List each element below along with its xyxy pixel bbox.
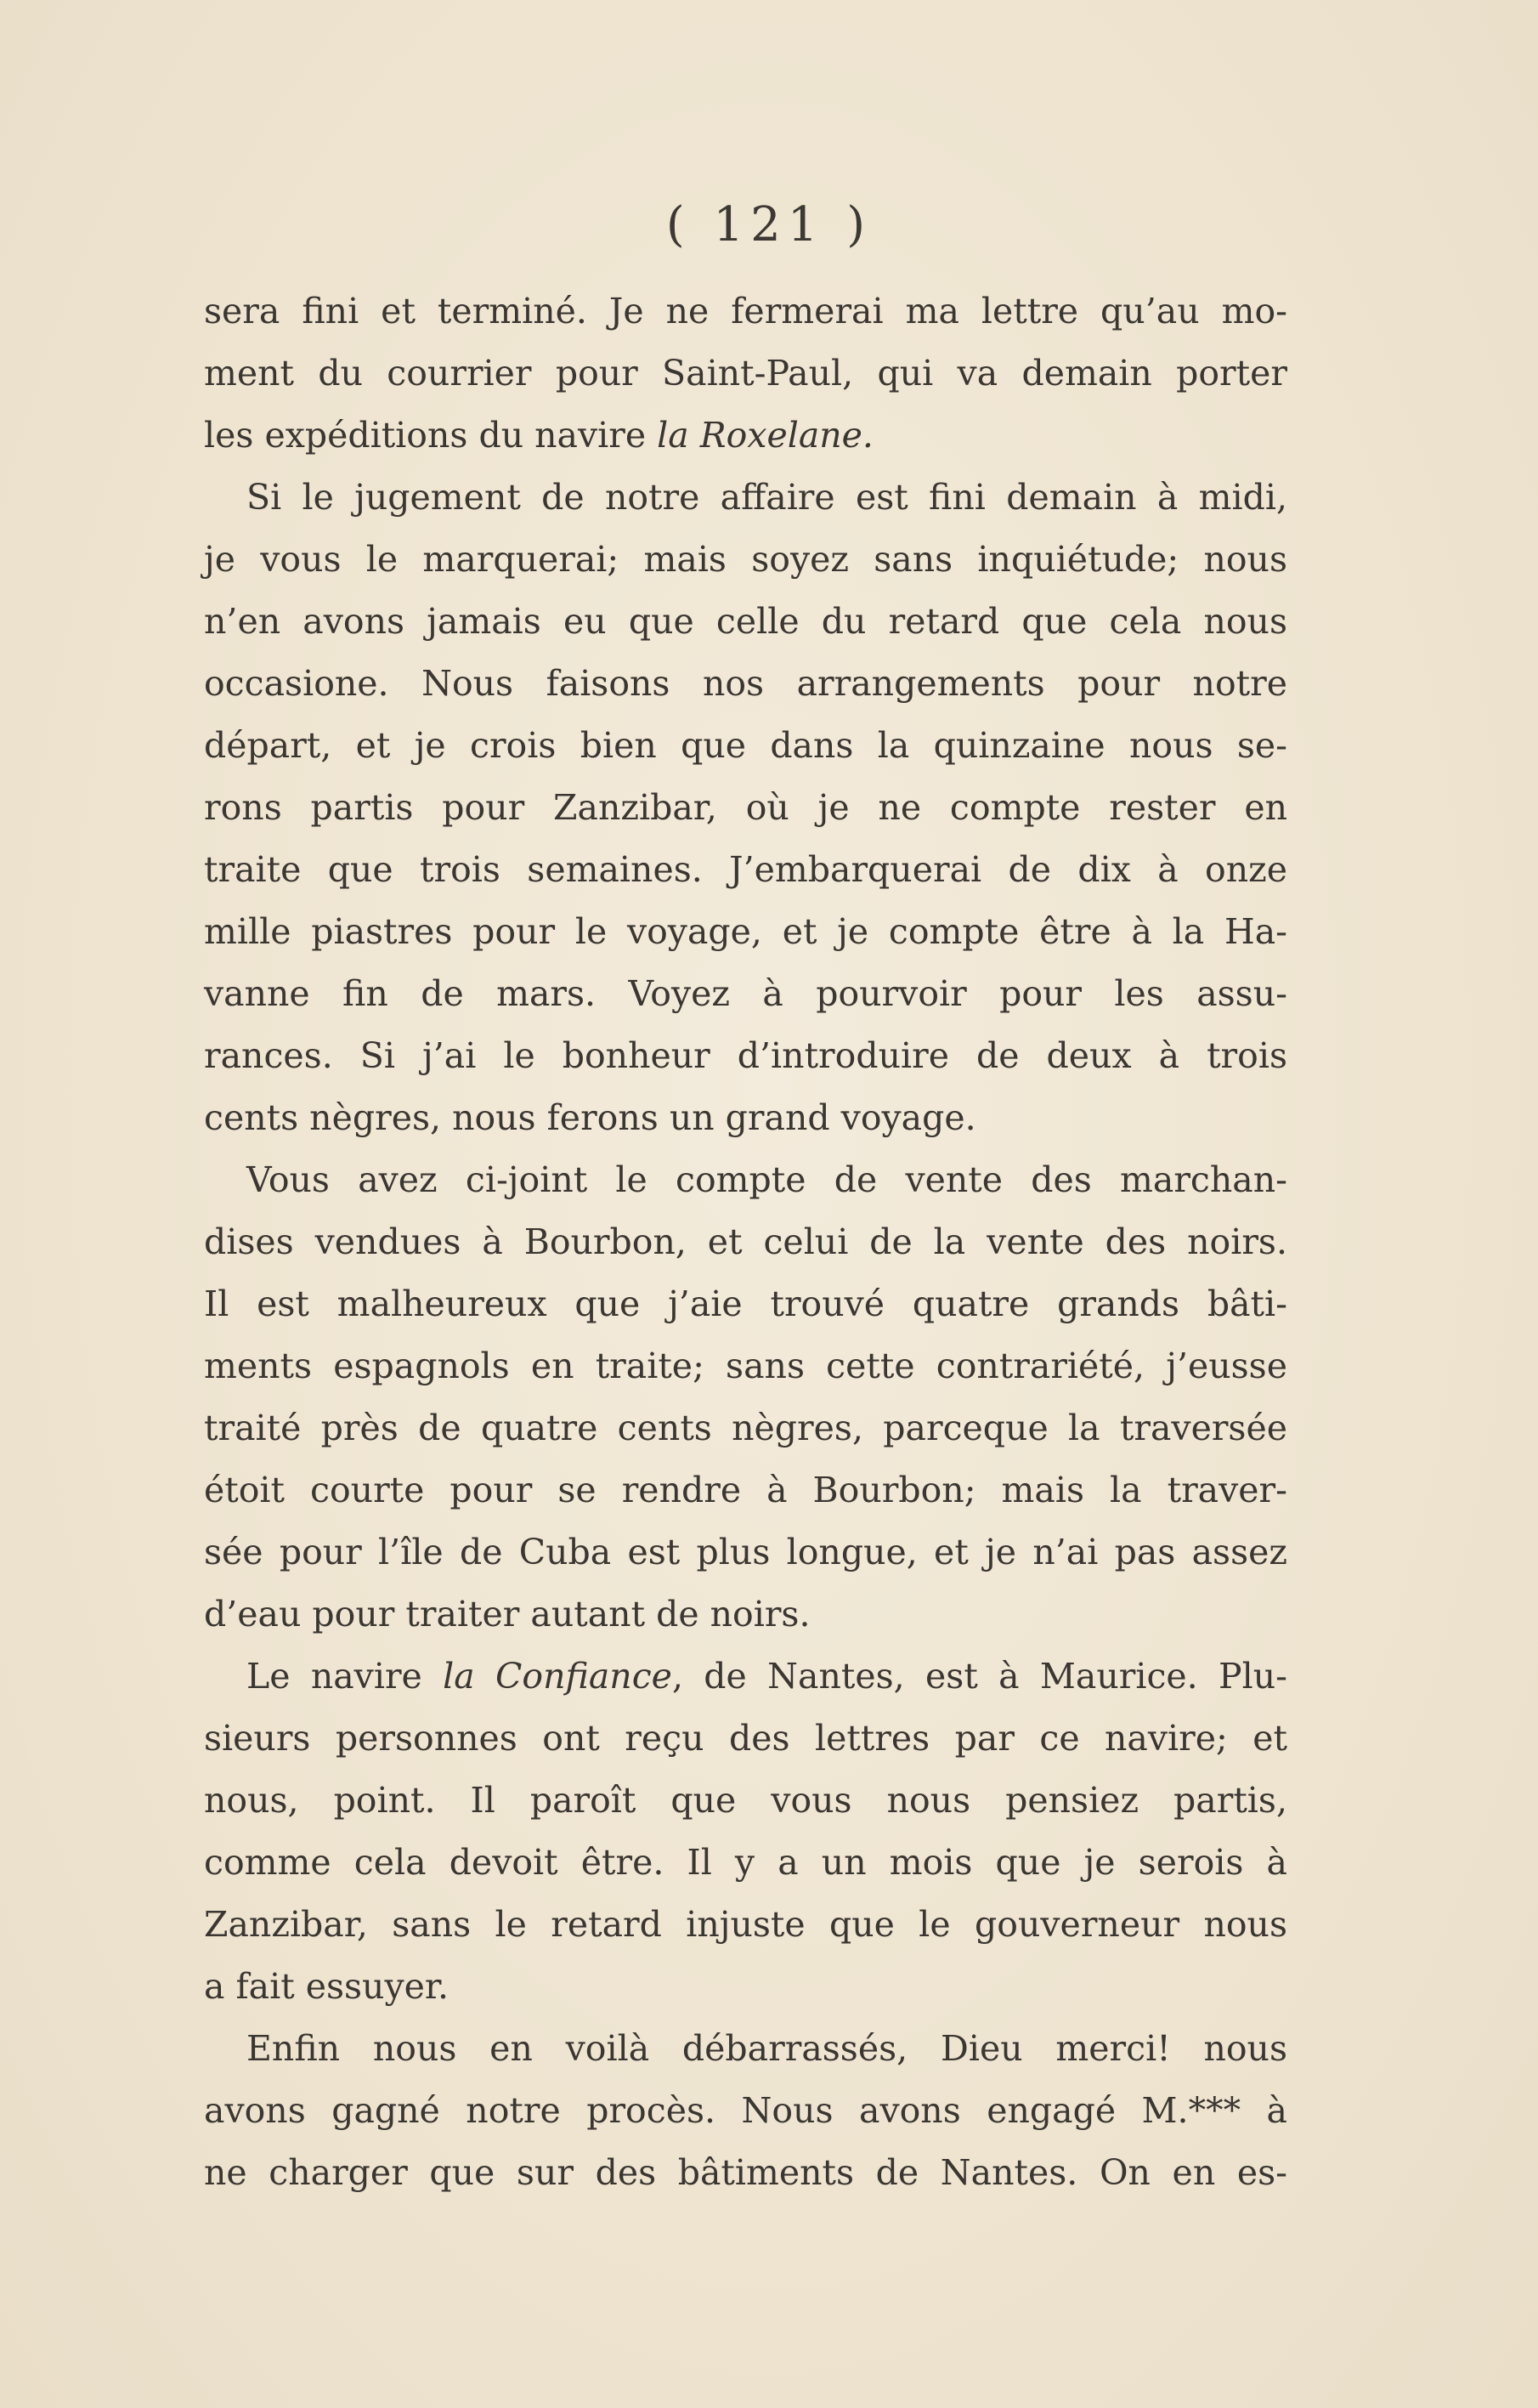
body-text (204, 280, 1287, 2204)
text-line: vanne fin de mars. Voyez à pourvoir pour les assu- (204, 973, 1287, 1014)
italic-ship-name: la Roxelane. (657, 415, 874, 456)
text-line: n’en avons jamais eu que celle du retard que cela nous (204, 601, 1287, 642)
italic-ship-name: la Confiance (443, 1656, 672, 1697)
text-line: Vous avez ci-joint le compte de vente des marchan- (246, 1159, 1287, 1200)
text-line: comme cela devoit être. Il y a un mois que je serois à (204, 1842, 1287, 1883)
text-line: ment du courrier pour Saint-Paul, qui va demain porter (204, 353, 1287, 394)
text-segment: les expéditions du navire (204, 415, 658, 456)
text-line: rons partis pour Zanzibar, où je ne compte rester en (204, 787, 1287, 828)
text-line (204, 1646, 1287, 1708)
text-line: d’eau pour traiter autant de noirs. (204, 1594, 811, 1635)
text-line: a fait essuyer. (204, 1966, 450, 2007)
text-line: je vous le marquerai; mais soyez sans inquiétude; nous (204, 539, 1287, 580)
text-line: sera fini et terminé. Je ne fermerai ma lettre qu’au mo- (204, 291, 1287, 331)
text-line: étoit courte pour se rendre à Bourbon; mais la traver- (204, 1470, 1287, 1510)
text-line: cents nègres, nous ferons un grand voyage. (204, 1097, 976, 1138)
text-line: nous, point. Il paroît que vous nous pensiez partis, (204, 1780, 1287, 1821)
text-line: rances. Si j’ai le bonheur d’introduire de deux à trois (204, 1035, 1287, 1076)
text-line: Zanzibar, sans le retard injuste que le gouverneur nous (204, 1904, 1287, 1945)
text-line: traite que trois semaines. J’embarquerai de dix à onze (204, 849, 1287, 890)
text-line (204, 405, 1287, 467)
text-line: départ, et je crois bien que dans la quinzaine nous se- (204, 725, 1287, 766)
text-line: ne charger que sur des bâtiments de Nantes. On en es- (204, 2152, 1287, 2193)
text-line: avons gagné notre procès. Nous avons engagé M.*** à (204, 2090, 1287, 2131)
text-line: sée pour l’île de Cuba est plus longue, et je n’ai pas assez (204, 1532, 1287, 1572)
text-line: occasione. Nous faisons nos arrangements pour notre (204, 663, 1287, 704)
text-segment: Le navire (246, 1656, 444, 1697)
text-line: sieurs personnes ont reçu des lettres par ce navire; et (204, 1718, 1287, 1759)
text-line: Il est malheureux que j’aie trouvé quatre grands bâti- (204, 1283, 1287, 1324)
text-line: Si le jugement de notre affaire est fini demain à midi, (246, 477, 1287, 518)
text-line: mille piastres pour le voyage, et je compte être à la Ha- (204, 911, 1287, 952)
text-line: Enfin nous en voilà débarrassés, Dieu merci! nous (246, 2028, 1287, 2069)
text-line: ments espagnols en traite; sans cette contrariété, j’eusse (204, 1346, 1287, 1386)
text-line: dises vendues à Bourbon, et celui de la vente des noirs. (204, 1221, 1287, 1262)
text-segment: , de Nantes, est à Maurice. Plu- (671, 1656, 1287, 1697)
page-number: ( 121 ) (665, 197, 873, 252)
text-line: traité près de quatre cents nègres, parceque la traversée (204, 1408, 1287, 1448)
